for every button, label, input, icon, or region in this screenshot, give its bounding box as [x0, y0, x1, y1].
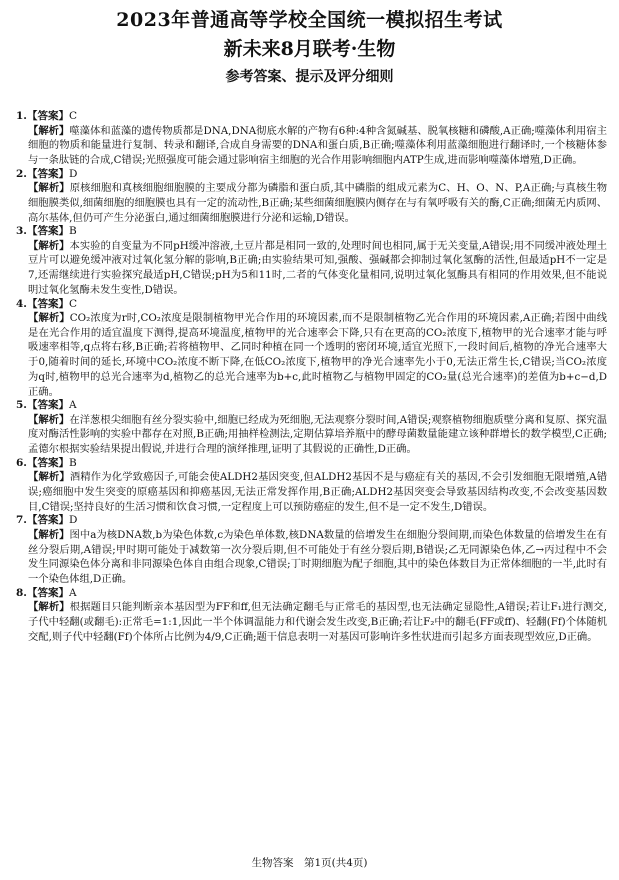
- answer-value: B: [68, 225, 77, 238]
- answer-label: 【答案】: [26, 456, 69, 469]
- answer-label: 【答案】: [26, 225, 69, 238]
- answer-value: D: [68, 167, 78, 180]
- answer-key-heading: 参考答案、提示及评分细则: [225, 69, 394, 85]
- analysis-label: 【解析】: [28, 471, 70, 484]
- answer-label: 【答案】: [26, 586, 69, 599]
- answer-value: B: [68, 456, 77, 469]
- analysis-text: 本实验的自变量为不同pH缓冲溶液,土豆片都是相同一致的,处理时间也相同,属于无关变量,A错误;用不同缓冲液处理土豆片可以避免缓冲液对过氧化氢分解的影响,B正确;由实验结果可知,强酸、强碱都会抑制过氧化氢酶的活性,但最适pH不一定是7,还需继续进行实验探究最适pH,C错误;pH为5和11时,二者的气体变化量相同,说明过氧化氢酶具有相同的作用效果,但不能说明过氧化氢酶未发生变性,D错误。: [28, 239, 607, 296]
- question-3: [16, 225, 607, 297]
- analysis-text: 酒精作为化学致癌因子,可能会使ALDH2基因突变,但ALDH2基因不是与癌症有关的基因,不会引发细胞无限增殖,A错误;癌细胞中发生突变的原癌基因和抑癌基因,无法正常发挥作用,B正确;ALDH2基因突变会导致基因结构改变,不会改变基因数目,C错误;坚持良好的生活习惯和饮食习惯,一定程度上可以预防癌症的发生,但不是一定不发生,D错误。: [28, 471, 607, 513]
- analysis-text: 原核细胞和真核细胞细胞膜的主要成分都为磷脂和蛋白质,其中磷脂的组成元素为C、H、O、N、P,A正确;与真核生物细胞膜类似,细菌细胞的细胞膜也具有一定的流动性,B正确;某些细菌细胞膜内侧存在与有氧呼吸有关的酶,C正确;细菌无内质网、高尔基体,但仍可产生分泌蛋白,通过细菌细胞膜进行分泌和运输,D错误。: [28, 182, 607, 224]
- analysis-text: 根据题目只能判断亲本基因型为FF和ff,但无法确定翻毛与正常毛的基因型,也无法确定显隐性,A错误;若让F₁进行测交,子代中轻翻(或翻毛):正常毛=1:1,因此一半个体调温能力和代谢会发生改变,B正确;若让F₂中的翻毛(FF或ff)、轻翻(Ff)个体随机交配,则子代中轻翻(Ff)个体所占比例为4/9,C正确;题干信息表明一对基因可影响许多性状进而引起多方面表现型效应,D正确。: [28, 601, 607, 643]
- exam-title: 2023年普通高等学校全国统一模拟招生考试: [116, 9, 503, 31]
- answer-label: 【答案】: [26, 110, 69, 122]
- analysis-label: 【解析】: [28, 413, 70, 426]
- answer-value: C: [68, 297, 78, 310]
- analysis-label: 【解析】: [28, 528, 70, 541]
- analysis-text: 图中a为核DNA数,b为染色体数,c为染色单体数,核DNA数量的倍增发生在细胞分裂间期,而染色体数量的倍增发生在有丝分裂后期,A错误;甲时期可能处于减数第一次分裂后期,但不可能处于有丝分裂后期,B错误;乙无同源染色体,乙→丙过程中不会发生同源染色体分离和非同源染色体自由组合现象,C错误;丁时期细胞为配子细胞,其中的染色体数目为正常体细胞的一半,此时有一个染色体组,D正确。: [28, 528, 607, 586]
- question-6: [16, 457, 607, 515]
- question-1: [16, 110, 607, 168]
- question-number: 4.: [16, 297, 27, 310]
- question-number: 8.: [16, 586, 27, 599]
- analysis-label: 【解析】: [28, 312, 70, 325]
- answer-label: 【答案】: [26, 399, 69, 412]
- answer-label: 【答案】: [26, 514, 69, 527]
- analysis-label: 【解析】: [28, 124, 70, 137]
- answer-label: 【答案】: [26, 297, 69, 310]
- question-number: 2.: [16, 167, 27, 180]
- answer-list: [16, 110, 607, 644]
- question-8: [16, 587, 607, 645]
- analysis-label: 【解析】: [28, 601, 70, 614]
- question-number: 1.: [16, 110, 27, 122]
- question-number: 3.: [16, 225, 27, 238]
- page-footer: 生物答案 第1页(共4页): [251, 857, 368, 869]
- question-7: [16, 514, 607, 586]
- question-4: [16, 298, 607, 400]
- question-number: 7.: [16, 514, 27, 527]
- answer-value: C: [68, 110, 78, 122]
- answer-value: A: [68, 586, 77, 599]
- analysis-text: 在洋葱根尖细胞有丝分裂实验中,细胞已经成为死细胞,无法观察分裂时间,A错误;观察植物细胞质壁分离和复原、探究温度对酶活性影响的实验中都存在对照,B正确;用抽样检测法,定期估算培养瓶中的酵母菌数量能建立该种群增长的数学模型,C正确;孟德尔根据实验结果提出假说,并进行合理的演绎推理,证明了其假说的正确性,D正确。: [28, 413, 608, 456]
- question-number: 5.: [16, 399, 27, 412]
- question-2: [16, 168, 607, 226]
- question-number: 6.: [16, 456, 27, 469]
- answer-value: D: [68, 514, 78, 527]
- answer-value: A: [68, 399, 77, 412]
- analysis-text: CO₂浓度为r时,CO₂浓度是限制植物甲光合作用的环境因素,而不是限制植物乙光合作用的环境因素,A正确;若图中曲线是在光合作用的适宜温度下测得,提高环境温度,植物甲的光合速率会下降,只有在更高的CO₂浓度下,植物甲的光合速率才能与呼吸速率相等,q点将右移,B正确;若将植物甲、乙同时种植在同一个透明的密闭环境,适宜光照下,一段时间后,植物的净光合速率大于0,随着时间的延长,环境中CO₂浓度不断下降,在低CO₂浓度下,植物甲的净光合速率先小于0,无法正常生长,C错误;当CO₂浓度为q时,植物甲的总光合速率为d,植物乙的总光合速率为b+c,此时植物乙与植物甲固定的CO₂量(总光合速率)的差值为b+c−d,D正确。: [28, 312, 608, 398]
- analysis-label: 【解析】: [28, 182, 70, 195]
- question-5: [16, 399, 607, 457]
- analysis-text: 噬藻体和蓝藻的遗传物质都是DNA,DNA彻底水解的产物有6种:4种含氮碱基、脱氧核糖和磷酸,A正确;噬藻体利用宿主细胞的物质和能量进行复制、转录和翻译,合成自身需要的DNA和蛋白质,B正确;噬藻体利用蓝藻细胞进行翻译时,一个核糖体参与一条肽链的合成,C错误;光照强度可能会通过影响宿主细胞的光合作用影响细胞内ATP生成,进而影响噬藻体增殖,D正确。: [28, 124, 607, 166]
- answer-label: 【答案】: [26, 167, 69, 180]
- exam-subtitle: 新未来8月联考·生物: [223, 38, 396, 60]
- analysis-label: 【解析】: [28, 239, 70, 252]
